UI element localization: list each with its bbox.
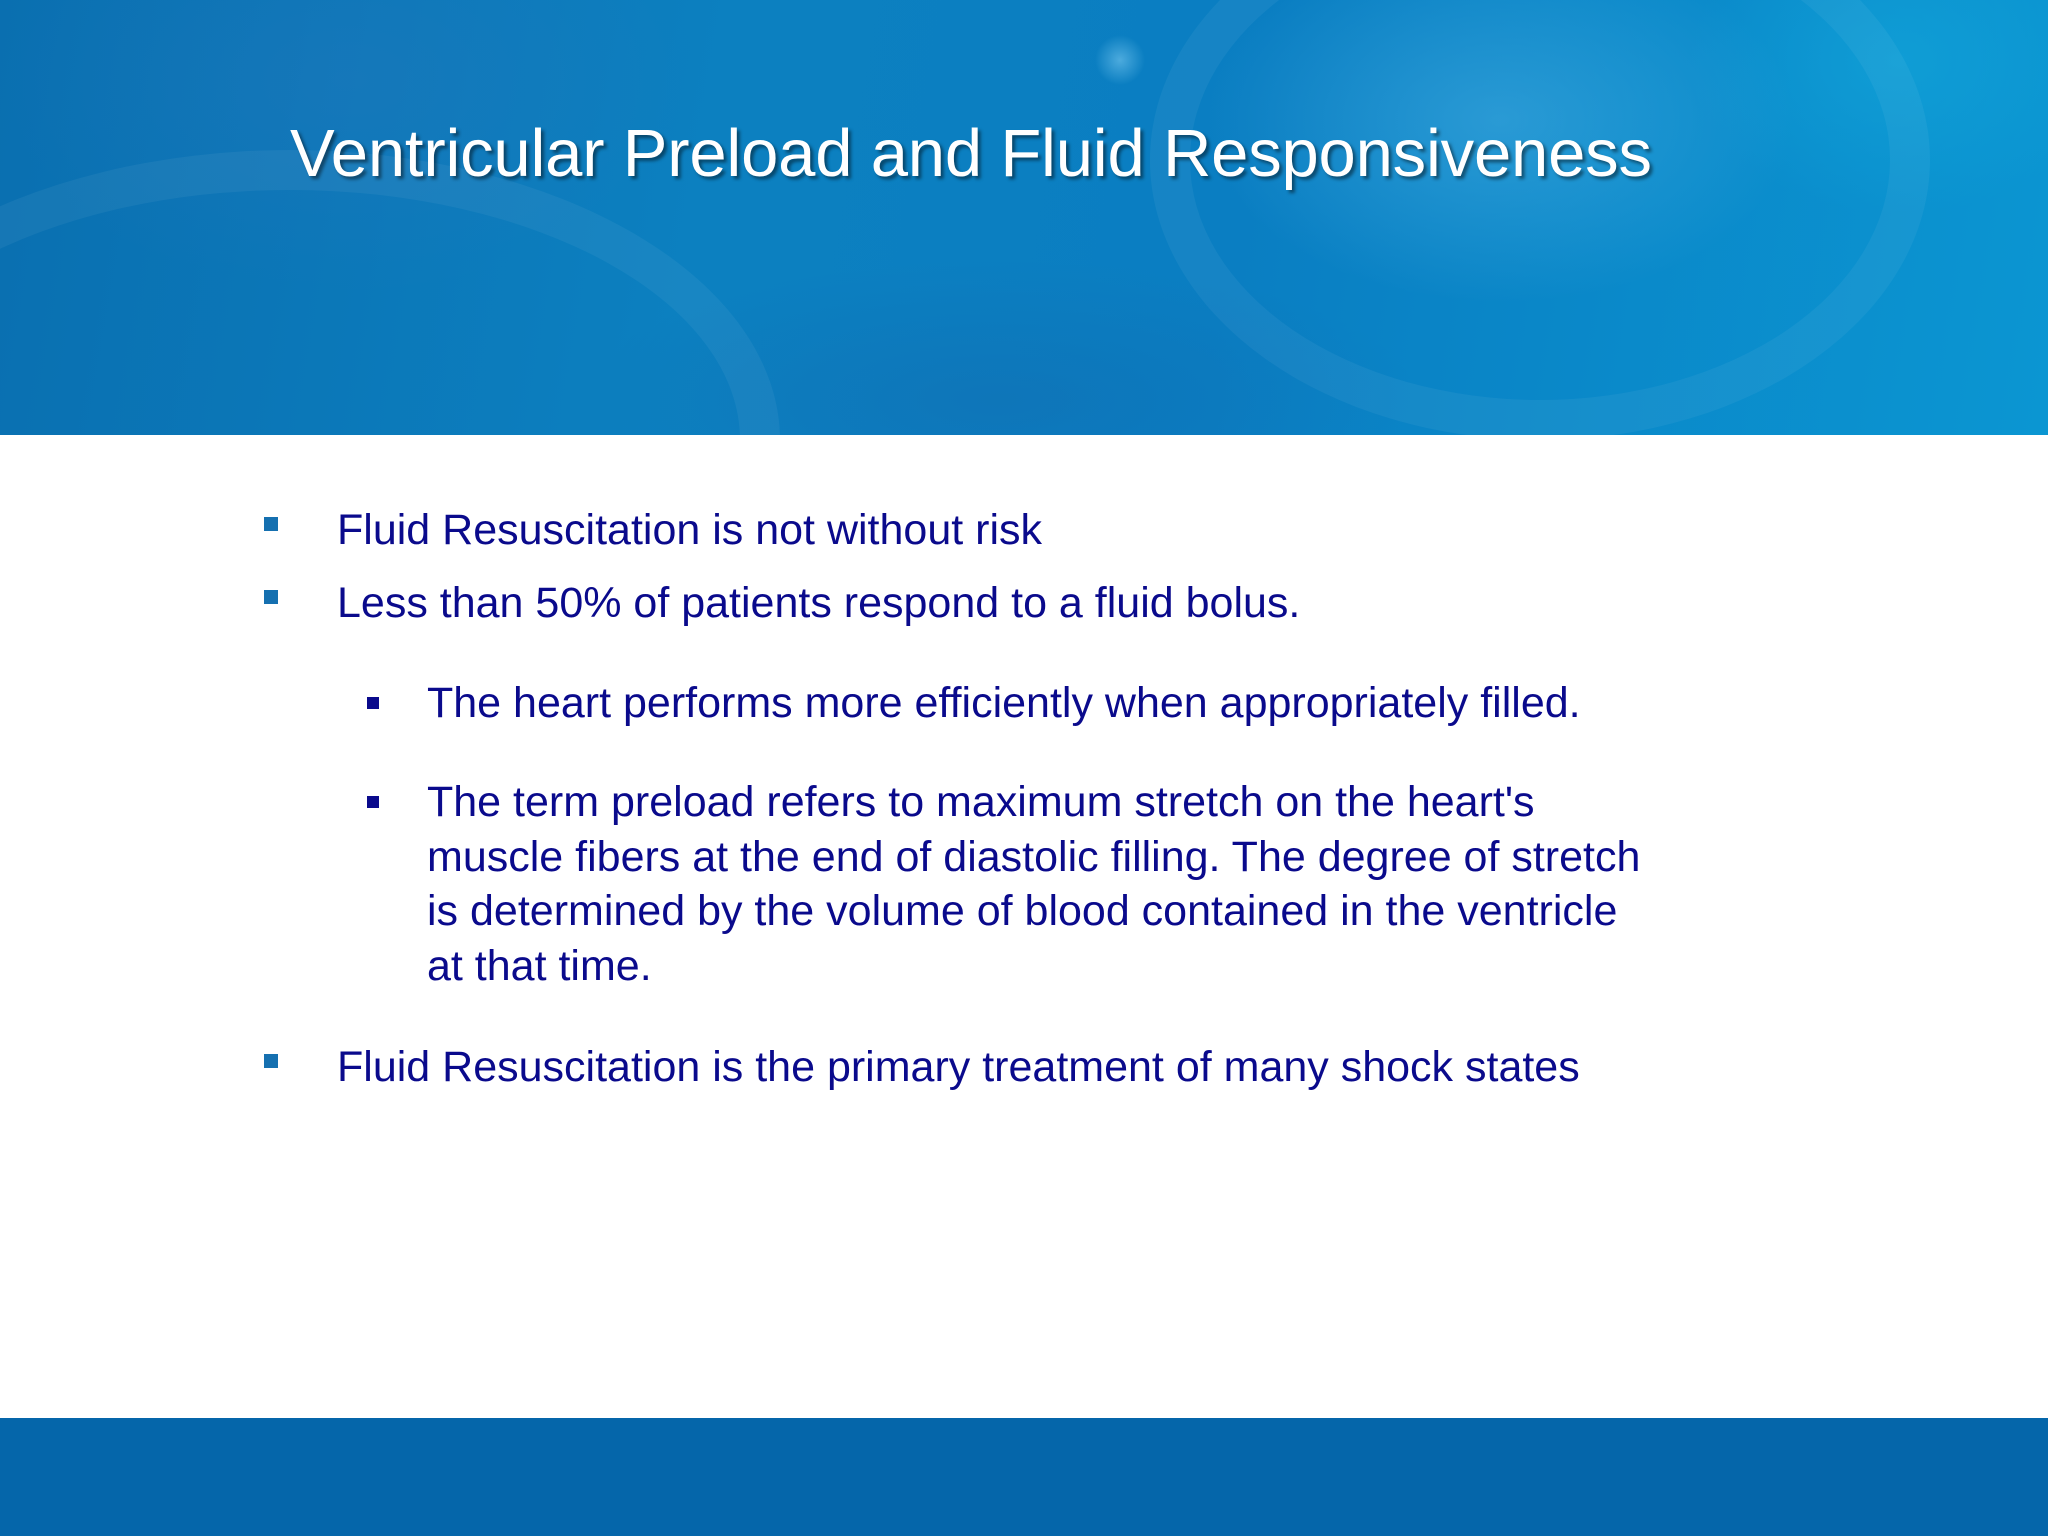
bullet-text-line: muscle fibers at the end of diastolic filling. The degree of stretch — [427, 833, 1641, 881]
bullet-text-line: is determined by the volume of blood contained in the ventricle — [427, 887, 1618, 935]
square-bullet-icon — [264, 590, 278, 604]
bullet-text: Less than 50% of patients respond to a fluid bolus. — [337, 579, 1301, 627]
bullet-text-line: at that time. — [427, 942, 652, 990]
square-bullet-icon — [264, 517, 278, 531]
square-bullet-icon — [367, 697, 379, 709]
square-bullet-icon — [264, 1054, 278, 1068]
bullet-text: Fluid Resuscitation is the primary treatment of many shock states — [337, 1043, 1580, 1091]
slide-title: Ventricular Preload and Fluid Responsiveness — [290, 116, 1652, 191]
bullet-text-line: The term preload refers to maximum stretch on the heart's — [427, 778, 1535, 826]
footer-band — [0, 1418, 2048, 1536]
square-bullet-icon — [367, 796, 379, 808]
bullet-text: The heart performs more efficiently when appropriately filled. — [427, 679, 1581, 727]
bullet-text: Fluid Resuscitation is not without risk — [337, 506, 1043, 554]
